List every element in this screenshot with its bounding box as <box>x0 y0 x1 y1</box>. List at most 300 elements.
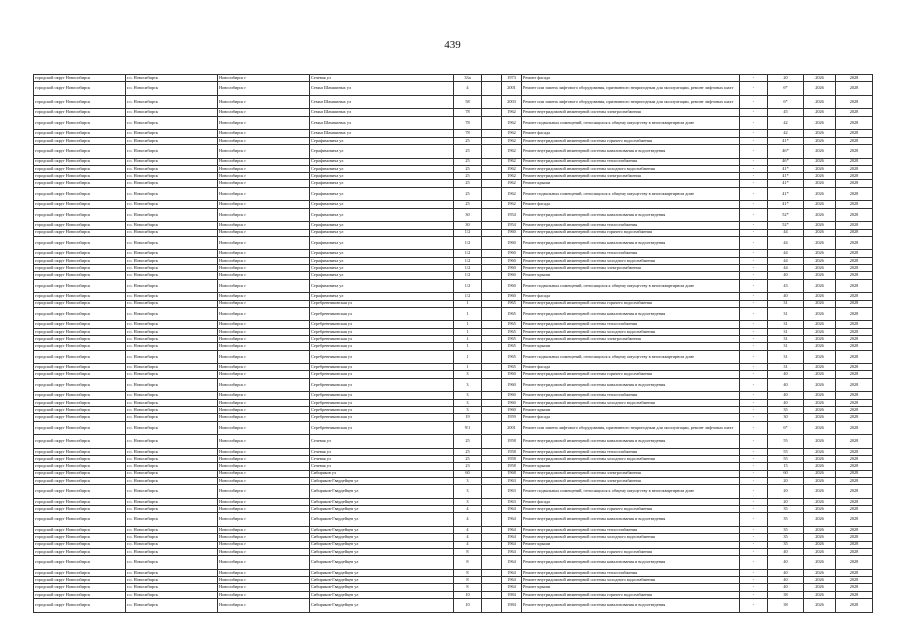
cell-year: 1954 <box>502 222 522 229</box>
cell-blank: - <box>740 180 768 187</box>
cell-building <box>482 392 502 399</box>
cell-house: 25 <box>454 180 482 187</box>
cell-blank: - <box>740 534 768 541</box>
cell-end-year: 2028 <box>836 448 873 455</box>
cell-work-type: Ремонт фасада <box>522 414 740 421</box>
cell-street: Сибиряков ул <box>310 470 454 477</box>
cell-start-year: 2026 <box>804 95 836 109</box>
cell-end-year: 2028 <box>836 513 873 527</box>
cell-blank: - <box>740 229 768 236</box>
cell-cost: 42 <box>768 130 804 137</box>
cell-end-year: 2028 <box>836 187 873 201</box>
cell-start-year: 2026 <box>804 130 836 137</box>
cell-street: Серафимовича ул <box>310 272 454 279</box>
cell-blank: - <box>740 300 768 307</box>
cell-street: Серафимовича ул <box>310 279 454 293</box>
cell-district: г.о. Новосибирск <box>126 208 218 222</box>
cell-blank: - <box>740 130 768 137</box>
table-row <box>34 485 873 499</box>
cell-street: Сечевая ул <box>310 463 454 470</box>
table-row <box>34 463 873 470</box>
cell-start-year: 2026 <box>804 556 836 570</box>
cell-building <box>482 548 502 555</box>
cell-end-year: 2028 <box>836 577 873 584</box>
cell-house: 4 <box>454 534 482 541</box>
cell-start-year: 2026 <box>804 569 836 576</box>
cell-end-year: 2028 <box>836 300 873 307</box>
cell-cost: 46* <box>768 144 804 158</box>
cell-building <box>482 598 502 612</box>
cell-work-type: Ремонт подвальных помещений, относящихся к общему имуществу в многоквартирном доме <box>522 485 740 499</box>
cell-street: Серафимовича ул <box>310 250 454 257</box>
cell-cost: 41* <box>768 137 804 144</box>
cell-blank: - <box>740 95 768 109</box>
cell-municipality: городской округ Новосибирск <box>34 137 126 144</box>
cell-end-year: 2028 <box>836 257 873 264</box>
cell-municipality: городской округ Новосибирск <box>34 95 126 109</box>
cell-cost: 31 <box>768 350 804 364</box>
table-row <box>34 364 873 371</box>
cell-district: г.о. Новосибирск <box>126 265 218 272</box>
cell-cost: 41* <box>768 173 804 180</box>
cell-work-type: Ремонт внутридомовой инженерной системы канализования и водоотведения <box>522 307 740 321</box>
cell-building <box>482 137 502 144</box>
cell-blank: - <box>740 116 768 130</box>
cell-house: 25 <box>454 187 482 201</box>
table-row <box>34 534 873 541</box>
cell-year: 1965 <box>502 350 522 364</box>
cell-house: 3 <box>454 371 482 378</box>
cell-cost: 41* <box>768 187 804 201</box>
cell-blank: - <box>740 506 768 513</box>
cell-year: 1960 <box>502 265 522 272</box>
cell-district: г.о. Новосибирск <box>126 477 218 484</box>
cell-cost: 44 <box>768 236 804 250</box>
cell-municipality: городской округ Новосибирск <box>34 399 126 406</box>
cell-year: 2001 <box>502 421 522 435</box>
cell-start-year: 2026 <box>804 279 836 293</box>
cell-year: 1960 <box>502 250 522 257</box>
cell-municipality: городской округ Новосибирск <box>34 406 126 413</box>
table-row <box>34 201 873 208</box>
cell-cost: 55 <box>768 435 804 449</box>
cell-house: 1 <box>454 343 482 350</box>
cell-end-year: 2028 <box>836 165 873 172</box>
cell-work-type: Ремонт внутридомовой инженерной системы холодного водоснабжения <box>522 577 740 584</box>
cell-settlement: Новосибирск г <box>218 350 310 364</box>
cell-end-year: 2028 <box>836 534 873 541</box>
cell-building <box>482 272 502 279</box>
cell-blank: - <box>740 265 768 272</box>
cell-street: Серебренниковская ул <box>310 421 454 435</box>
cell-end-year: 2028 <box>836 222 873 229</box>
cell-municipality: городской округ Новосибирск <box>34 236 126 250</box>
cell-end-year: 2028 <box>836 321 873 328</box>
table-row <box>34 541 873 548</box>
cell-district: г.о. Новосибирск <box>126 534 218 541</box>
cell-building <box>482 456 502 463</box>
cell-municipality: городской округ Новосибирск <box>34 307 126 321</box>
cell-district: г.о. Новосибирск <box>126 435 218 449</box>
cell-building <box>482 591 502 598</box>
cell-house: 78 <box>454 109 482 116</box>
cell-start-year: 2026 <box>804 548 836 555</box>
cell-house: 25 <box>454 173 482 180</box>
cell-blank: - <box>740 208 768 222</box>
cell-cost: 40 <box>768 272 804 279</box>
cell-work-type: Ремонт внутридомовой инженерной системы канализования и водоотведения <box>522 513 740 527</box>
cell-district: г.о. Новосибирск <box>126 498 218 505</box>
cell-district: г.о. Новосибирск <box>126 116 218 130</box>
cell-district: г.о. Новосибирск <box>126 406 218 413</box>
cell-year: 1960 <box>502 378 522 392</box>
cell-end-year: 2028 <box>836 272 873 279</box>
cell-year: 1964 <box>502 584 522 591</box>
cell-start-year: 2026 <box>804 435 836 449</box>
table-row <box>34 229 873 236</box>
cell-street: Серафимовича ул <box>310 208 454 222</box>
cell-municipality: городской округ Новосибирск <box>34 584 126 591</box>
cell-settlement: Новосибирск г <box>218 201 310 208</box>
cell-street: Сибиряков-Гвардейцев ул <box>310 506 454 513</box>
table-row <box>34 548 873 555</box>
cell-work-type: Ремонт внутридомовой инженерной системы холодного водоснабжения <box>522 534 740 541</box>
cell-start-year: 2026 <box>804 541 836 548</box>
cell-end-year: 2028 <box>836 350 873 364</box>
cell-house: 25 <box>454 158 482 165</box>
cell-end-year: 2028 <box>836 598 873 612</box>
cell-settlement: Новосибирск г <box>218 165 310 172</box>
table-row <box>34 321 873 328</box>
cell-district: г.о. Новосибирск <box>126 222 218 229</box>
table-row <box>34 569 873 576</box>
cell-street: Семьи Шамшиных ул <box>310 109 454 116</box>
cell-district: г.о. Новосибирск <box>126 272 218 279</box>
cell-start-year: 2026 <box>804 399 836 406</box>
cell-building <box>482 229 502 236</box>
cell-work-type: Ремонт внутридомовой инженерной системы горячего водоснабжения <box>522 137 740 144</box>
cell-street: Серафимовича ул <box>310 137 454 144</box>
cell-district: г.о. Новосибирск <box>126 257 218 264</box>
cell-house: 1/2 <box>454 236 482 250</box>
cell-year: 1962 <box>502 144 522 158</box>
cell-cost: 60 <box>768 470 804 477</box>
cell-blank: - <box>740 421 768 435</box>
cell-year: 1962 <box>502 116 522 130</box>
cell-municipality: городской округ Новосибирск <box>34 371 126 378</box>
cell-settlement: Новосибирск г <box>218 257 310 264</box>
cell-district: г.о. Новосибирск <box>126 187 218 201</box>
cell-settlement: Новосибирск г <box>218 584 310 591</box>
cell-settlement: Новосибирск г <box>218 229 310 236</box>
cell-street: Серебренниковская ул <box>310 328 454 335</box>
cell-district: г.о. Новосибирск <box>126 485 218 499</box>
cell-work-type: Ремонт внутридомовой инженерной системы канализования и водоотведения <box>522 236 740 250</box>
cell-settlement: Новосибирск г <box>218 399 310 406</box>
cell-building <box>482 208 502 222</box>
cell-end-year: 2028 <box>836 180 873 187</box>
cell-municipality: городской округ Новосибирск <box>34 82 126 96</box>
cell-district: г.о. Новосибирск <box>126 95 218 109</box>
cell-building <box>482 414 502 421</box>
cell-settlement: Новосибирск г <box>218 541 310 548</box>
cell-building <box>482 279 502 293</box>
cell-district: г.о. Новосибирск <box>126 165 218 172</box>
cell-cost: 40 <box>768 556 804 570</box>
cell-settlement: Новосибирск г <box>218 378 310 392</box>
cell-district: г.о. Новосибирск <box>126 236 218 250</box>
cell-year: 1958 <box>502 463 522 470</box>
table-row <box>34 116 873 130</box>
cell-district: г.о. Новосибирск <box>126 307 218 321</box>
cell-settlement: Новосибирск г <box>218 236 310 250</box>
cell-municipality: городской округ Новосибирск <box>34 173 126 180</box>
cell-house: 1/2 <box>454 293 482 300</box>
cell-district: г.о. Новосибирск <box>126 378 218 392</box>
cell-street: Семьи Шамшиных ул <box>310 130 454 137</box>
cell-year: 1965 <box>502 364 522 371</box>
cell-street: Семьи Шамшиных ул <box>310 95 454 109</box>
cell-start-year: 2026 <box>804 257 836 264</box>
cell-building <box>482 265 502 272</box>
cell-municipality: городской округ Новосибирск <box>34 272 126 279</box>
cell-street: Сечевая ул <box>310 75 454 82</box>
cell-settlement: Новосибирск г <box>218 591 310 598</box>
cell-street: Сибиряков-Гвардейцев ул <box>310 527 454 534</box>
cell-building <box>482 421 502 435</box>
cell-start-year: 2026 <box>804 527 836 534</box>
cell-municipality: городской округ Новосибирск <box>34 328 126 335</box>
cell-year: 1964 <box>502 506 522 513</box>
cell-year: 1965 <box>502 307 522 321</box>
cell-cost: 20 <box>768 75 804 82</box>
cell-work-type: Ремонт внутридомовой инженерной системы теплоснабжения <box>522 392 740 399</box>
cell-blank: - <box>740 541 768 548</box>
cell-start-year: 2026 <box>804 534 836 541</box>
cell-blank: - <box>740 485 768 499</box>
cell-end-year: 2028 <box>836 293 873 300</box>
cell-settlement: Новосибирск г <box>218 448 310 455</box>
cell-settlement: Новосибирск г <box>218 293 310 300</box>
cell-municipality: городской округ Новосибирск <box>34 116 126 130</box>
cell-settlement: Новосибирск г <box>218 300 310 307</box>
cell-cost: 35 <box>768 541 804 548</box>
cell-municipality: городской округ Новосибирск <box>34 201 126 208</box>
cell-cost: 46* <box>768 158 804 165</box>
cell-municipality: городской округ Новосибирск <box>34 257 126 264</box>
cell-district: г.о. Новосибирск <box>126 328 218 335</box>
cell-district: г.о. Новосибирск <box>126 463 218 470</box>
cell-start-year: 2026 <box>804 208 836 222</box>
cell-end-year: 2028 <box>836 144 873 158</box>
cell-end-year: 2028 <box>836 364 873 371</box>
cell-building <box>482 569 502 576</box>
cell-cost: 41* <box>768 165 804 172</box>
cell-municipality: городской округ Новосибирск <box>34 470 126 477</box>
cell-cost: 52* <box>768 222 804 229</box>
cell-settlement: Новосибирск г <box>218 95 310 109</box>
cell-cost: 6* <box>768 421 804 435</box>
cell-house: 30 <box>454 222 482 229</box>
cell-house: 1 <box>454 307 482 321</box>
cell-work-type: Ремонт крыши <box>522 584 740 591</box>
cell-building <box>482 257 502 264</box>
cell-cost: 20 <box>768 477 804 484</box>
cell-start-year: 2026 <box>804 463 836 470</box>
cell-municipality: городской округ Новосибирск <box>34 577 126 584</box>
cell-building <box>482 371 502 378</box>
cell-municipality: городской округ Новосибирск <box>34 222 126 229</box>
cell-municipality: городской округ Новосибирск <box>34 448 126 455</box>
cell-district: г.о. Новосибирск <box>126 421 218 435</box>
cell-building <box>482 293 502 300</box>
table-row <box>34 75 873 82</box>
cell-work-type: Ремонт или замена лифтового оборудования, признанного непригодным для эксплуатации, ремонт лифтовых шахт <box>522 82 740 96</box>
cell-building <box>482 534 502 541</box>
cell-year: 1965 <box>502 335 522 342</box>
cell-house: 33а <box>454 75 482 82</box>
cell-street: Серафимовича ул <box>310 222 454 229</box>
cell-house: 1/2 <box>454 250 482 257</box>
cell-cost: 31 <box>768 364 804 371</box>
cell-work-type: Ремонт внутридомовой инженерной системы теплоснабжения <box>522 527 740 534</box>
cell-street: Серебренниковская ул <box>310 307 454 321</box>
cell-house: 4 <box>454 513 482 527</box>
cell-district: г.о. Новосибирск <box>126 598 218 612</box>
cell-municipality: городской округ Новосибирск <box>34 250 126 257</box>
cell-end-year: 2028 <box>836 173 873 180</box>
cell-blank: - <box>740 548 768 555</box>
cell-start-year: 2026 <box>804 577 836 584</box>
cell-start-year: 2026 <box>804 506 836 513</box>
cell-blank: - <box>740 144 768 158</box>
capital-repair-register-table <box>33 74 873 613</box>
cell-end-year: 2028 <box>836 399 873 406</box>
table-row <box>34 109 873 116</box>
cell-street: Серебренниковская ул <box>310 300 454 307</box>
cell-house: 3 <box>454 477 482 484</box>
cell-cost: 6* <box>768 82 804 96</box>
cell-municipality: городской округ Новосибирск <box>34 598 126 612</box>
cell-blank: - <box>740 257 768 264</box>
cell-year: 1960 <box>502 272 522 279</box>
cell-blank: - <box>740 477 768 484</box>
cell-work-type: Ремонт внутридомовой инженерной системы канализования и водоотведения <box>522 556 740 570</box>
cell-work-type: Ремонт внутридомовой инженерной системы теплоснабжения <box>522 158 740 165</box>
cell-settlement: Новосибирск г <box>218 364 310 371</box>
cell-municipality: городской округ Новосибирск <box>34 513 126 527</box>
cell-start-year: 2026 <box>804 137 836 144</box>
cell-settlement: Новосибирск г <box>218 548 310 555</box>
cell-work-type: Ремонт внутридомовой инженерной системы канализования и водоотведения <box>522 598 740 612</box>
cell-work-type: Ремонт внутридомовой инженерной системы теплоснабжения <box>522 250 740 257</box>
cell-building <box>482 364 502 371</box>
cell-blank: - <box>740 343 768 350</box>
cell-work-type: Ремонт внутридомовой инженерной системы теплоснабжения <box>522 569 740 576</box>
cell-settlement: Новосибирск г <box>218 371 310 378</box>
cell-street: Серебренниковская ул <box>310 343 454 350</box>
cell-settlement: Новосибирск г <box>218 173 310 180</box>
cell-building <box>482 116 502 130</box>
cell-start-year: 2026 <box>804 144 836 158</box>
cell-end-year: 2028 <box>836 158 873 165</box>
cell-house: 1/2 <box>454 265 482 272</box>
cell-start-year: 2026 <box>804 335 836 342</box>
cell-cost: 44 <box>768 265 804 272</box>
cell-start-year: 2026 <box>804 236 836 250</box>
cell-start-year: 2026 <box>804 250 836 257</box>
cell-blank: - <box>740 456 768 463</box>
table-row <box>34 335 873 342</box>
cell-municipality: городской округ Новосибирск <box>34 109 126 116</box>
cell-street: Сибиряков-Гвардейцев ул <box>310 556 454 570</box>
cell-blank: - <box>740 307 768 321</box>
cell-year: 1960 <box>502 293 522 300</box>
cell-year: 1984 <box>502 598 522 612</box>
cell-settlement: Новосибирск г <box>218 328 310 335</box>
cell-building <box>482 343 502 350</box>
cell-municipality: городской округ Новосибирск <box>34 556 126 570</box>
cell-work-type: Ремонт внутридомовой инженерной системы холодного водоснабжения <box>522 399 740 406</box>
cell-cost: 30 <box>768 414 804 421</box>
cell-blank: - <box>740 165 768 172</box>
cell-end-year: 2028 <box>836 82 873 96</box>
cell-start-year: 2026 <box>804 187 836 201</box>
cell-building <box>482 463 502 470</box>
cell-work-type: Ремонт внутридомовой инженерной системы горячего водоснабжения <box>522 300 740 307</box>
cell-start-year: 2026 <box>804 456 836 463</box>
cell-end-year: 2028 <box>836 569 873 576</box>
cell-year: 1963 <box>502 477 522 484</box>
cell-start-year: 2026 <box>804 109 836 116</box>
cell-year: 1958 <box>502 435 522 449</box>
cell-building <box>482 165 502 172</box>
cell-year: 1962 <box>502 109 522 116</box>
cell-year: 1965 <box>502 328 522 335</box>
cell-year: 2001 <box>502 82 522 96</box>
cell-blank: - <box>740 75 768 82</box>
register-body <box>34 75 873 613</box>
cell-cost: 40 <box>768 399 804 406</box>
cell-house: 8 <box>454 548 482 555</box>
cell-start-year: 2026 <box>804 265 836 272</box>
cell-end-year: 2028 <box>836 392 873 399</box>
cell-house: 4 <box>454 541 482 548</box>
table-row <box>34 435 873 449</box>
cell-settlement: Новосибирск г <box>218 498 310 505</box>
cell-cost: 40 <box>768 577 804 584</box>
cell-work-type: Ремонт или замена лифтового оборудования, признанного непригодным для эксплуатации, ремонт лифтовых шахт <box>522 95 740 109</box>
table-row <box>34 506 873 513</box>
cell-settlement: Новосибирск г <box>218 307 310 321</box>
cell-street: Серафимовича ул <box>310 229 454 236</box>
cell-end-year: 2028 <box>836 343 873 350</box>
cell-street: Сибиряков-Гвардейцев ул <box>310 498 454 505</box>
cell-blank: - <box>740 448 768 455</box>
cell-start-year: 2026 <box>804 591 836 598</box>
cell-start-year: 2026 <box>804 485 836 499</box>
cell-cost: 40 <box>768 378 804 392</box>
cell-end-year: 2028 <box>836 456 873 463</box>
cell-building <box>482 435 502 449</box>
cell-municipality: городской округ Новосибирск <box>34 477 126 484</box>
cell-street: Сибиряков-Гвардейцев ул <box>310 485 454 499</box>
cell-settlement: Новосибирск г <box>218 279 310 293</box>
cell-district: г.о. Новосибирск <box>126 158 218 165</box>
cell-building <box>482 506 502 513</box>
cell-street: Серебренниковская ул <box>310 364 454 371</box>
cell-house: 25 <box>454 137 482 144</box>
